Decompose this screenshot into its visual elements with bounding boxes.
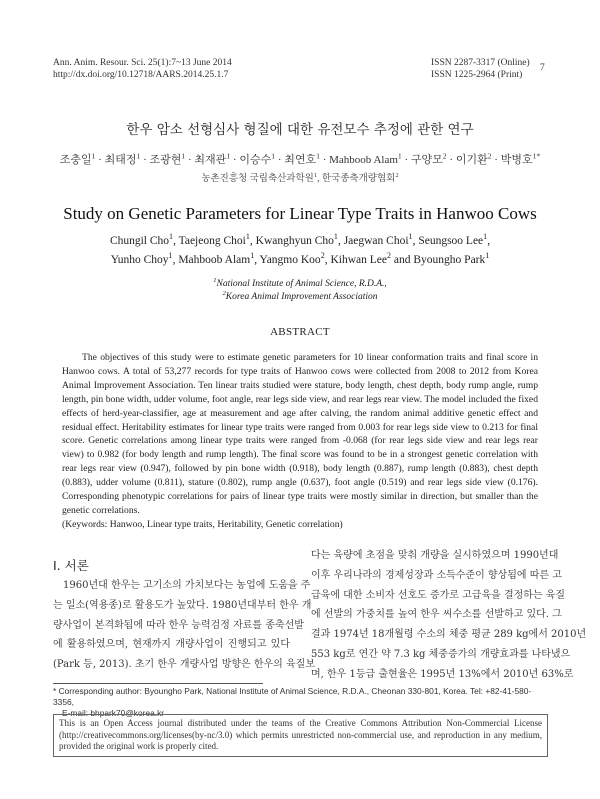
author-separator: ,: [254, 254, 260, 266]
korean-author: 최연호: [284, 154, 317, 166]
author-separator: ,: [324, 254, 331, 266]
right-column: [311, 546, 587, 685]
english-author: Kwanghyun Cho: [255, 235, 334, 247]
english-affiliations: [0, 278, 600, 303]
author-separator: ,: [337, 235, 344, 247]
korean-author: 박병호: [500, 154, 533, 166]
author-separator: ,: [172, 254, 179, 266]
english-author-affiliation-mark: 1: [245, 232, 250, 242]
author-separator: ·: [230, 154, 240, 166]
korean-author-affiliation-mark: 1: [397, 151, 402, 161]
author-separator: ·: [401, 154, 411, 166]
abstract-heading: ABSTRACT: [270, 326, 330, 338]
english-author: Yangmo Koo: [259, 254, 321, 266]
abstract-keywords: (Keywords: Hanwoo, Linear type traits, Heritability, Genetic correlation): [62, 518, 343, 530]
body-line: 에 선발의 가중치를 높여 한우 씨수소를 선발하고 있다. 그: [311, 609, 562, 621]
korean-title: 한우 암소 선형심사 형질에 대한 유전모수 추정에 관한 연구: [126, 122, 474, 138]
korean-author: 구양모: [410, 154, 443, 166]
english-affiliation-1-text: National Institute of Animal Science, R.D.A.,: [216, 279, 387, 289]
author-separator: ·: [275, 154, 285, 166]
author-separator: ,: [487, 235, 491, 247]
korean-author-affiliation-mark: 1: [91, 151, 96, 161]
author-separator: ,: [412, 235, 419, 247]
left-column: [53, 576, 315, 675]
korean-author-affiliation-mark: 1: [271, 151, 276, 161]
korean-author-affiliation-mark: 2: [487, 151, 492, 161]
english-author-affiliation-mark: 1: [333, 232, 338, 242]
english-author: Seungsoo Lee: [418, 235, 484, 247]
korean-author: Mahboob Alam: [329, 154, 398, 166]
corresponding-email[interactable]: E-mail: bhpark70@korea.kr: [62, 708, 165, 718]
korean-author: 이기환: [455, 154, 488, 166]
english-author-affiliation-mark: 1: [169, 232, 174, 242]
korean-author-affiliation-mark: 1: [181, 151, 186, 161]
footnote-rule: [53, 683, 263, 684]
body-line: (Park 등, 2013). 초기 한우 개량사업 방향은 한우의 육질보: [53, 659, 315, 671]
english-author: Byoungho Park: [413, 254, 486, 266]
english-authors-line-2: [0, 251, 600, 270]
author-separator: ·: [185, 154, 195, 166]
korean-author: 최태정: [104, 154, 137, 166]
english-author: Chungil Cho: [109, 235, 170, 247]
running-header-right: [431, 58, 530, 81]
korean-affiliation-1-mark: 1: [313, 171, 318, 179]
korean-affiliation-2-mark: 2: [395, 171, 399, 179]
abstract-body: [62, 351, 538, 532]
running-header-left: [53, 58, 232, 81]
issn-online: ISSN 2287-3317 (Online): [431, 58, 530, 68]
author-separator: and: [391, 254, 414, 266]
korean-author-affiliation-mark: 1: [316, 151, 320, 161]
author-separator: ·: [491, 154, 501, 166]
english-author-affiliation-mark: 1: [483, 232, 488, 242]
abstract-text: The objectives of this study were to estimate genetic parameters for 10 linear conformation traits and final score in Hanwoo cows. A total of 53,277 records for type traits of Hanwoo cows were collected from 2008 to 2012 from Korea Animal Improvement Association. Ten linear traits studied were stature, body length, chest depth, body rump angle, rump length, pin bone width, udder volume, foot angle, rear legs side view, and rear legs rear view. The model included the fixed effects of herd-year-classifier, age at measurement and age after calving, the random animal additive genetic effect and residual effect. Heritability estimates for linear type traits were ranged from 0.003 for rear legs side view to 0.213 for final score. Genetic correlations among linear type traits were ranged from -0.068 (for rear legs side view and rear legs rear view) to 0.982 (for body length and rump length). The final score was found to be in a strongest genetic correlation with rear legs rear view (0.947), followed by pin bone width (0.918), body length (0.887), rump length (0.883), chest depth (0.883), udder volume (0.811), stature (0.802), rump angle (0.637), foot angle (0.519) and rear legs side view (0.176). Corresponding phenotypic correlations for pairs of linear type traits were mostly similar in direction, but smaller than the genetic correlations.: [62, 352, 538, 516]
section-heading: Ⅰ. 서론: [53, 558, 89, 573]
author-separator: ·: [140, 154, 150, 166]
body-line: 이후 우리나라의 경제성장과 소득수준이 향상됨에 따른 고: [311, 569, 562, 581]
korean-affiliations: [0, 170, 600, 184]
body-line: 급육에 대한 소비자 선호도 증가로 고급육을 결정하는 육질: [311, 589, 566, 601]
author-separator: ·: [446, 154, 456, 166]
body-line: 553 kg로 연간 약 7.3 kg 체중증가의 개량효과를 나타냈으: [311, 648, 571, 660]
korean-affiliation-2: 한국종축개량협회: [321, 174, 396, 184]
english-authors-line-1: [0, 232, 600, 251]
journal-citation: Ann. Anim. Resour. Sci. 25(1):7~13 June 2014: [53, 58, 232, 68]
body-line: 에 활용하였으며, 현재까지 개량사업이 진행되고 있다: [53, 639, 290, 651]
english-affiliation-1-mark: 1: [213, 276, 217, 284]
english-author-affiliation-mark: 2: [320, 251, 325, 261]
body-line: 는 일소(역용종)로 활용도가 높았다. 1980년대부터 한우 개: [53, 599, 312, 611]
license-text: This is an Open Access journal distributed under the teams of the Creative Commons Attribution Non-Commercial License (http://creativecommons.org/licenses(by-nc/3.0) which permits unrestricted non-commercial use, and reproduction in any medium, provided the original work is properly cited.: [59, 718, 542, 752]
english-affiliation-1: [0, 278, 600, 291]
body-line: 다는 육량에 초점을 맞춰 개량을 실시하였으며 1990년대: [311, 550, 559, 561]
english-affiliation-2: [0, 291, 600, 304]
korean-authors: [0, 151, 600, 167]
korean-author: 조충일: [59, 154, 92, 166]
english-author-affiliation-mark: 1: [408, 232, 413, 242]
english-author: Mahboob Alam: [178, 254, 251, 266]
corresponding-author: * Corresponding author: Byoungho Park, National Institute of Animal Science, R.D.A., Cheonan 330-801, Korea. Tel: +82-41-580-3356,: [53, 686, 532, 707]
korean-affiliation-1: 농촌진흥청 국립축산과학원: [201, 174, 314, 184]
korean-author-affiliation-mark: 1*: [532, 151, 541, 161]
korean-author: 최재관: [194, 154, 227, 166]
english-title: Study on Genetic Parameters for Linear Type Traits in Hanwoo Cows: [63, 204, 537, 223]
korean-author-affiliation-mark: 1: [136, 151, 141, 161]
english-author-affiliation-mark: 1: [168, 251, 173, 261]
author-separator: ·: [319, 154, 330, 166]
korean-affiliation-separator: ,: [317, 174, 322, 184]
english-affiliation-2-text: Korea Animal Improvement Association: [225, 291, 378, 302]
english-author: Kihwan Lee: [330, 254, 387, 266]
body-line: 1960년대 한우는 고기소의 가치보다는 농업에 도움을 주: [63, 580, 311, 591]
english-author: Jaegwan Choi: [343, 235, 409, 247]
author-separator: ·: [95, 154, 105, 166]
page-number: 7: [540, 63, 545, 73]
english-author-affiliation-mark: 1: [250, 251, 255, 261]
license-box: [53, 714, 548, 757]
korean-author-affiliation-mark: 2: [442, 151, 447, 161]
english-author-affiliation-mark: 2: [387, 251, 392, 261]
korean-author-affiliation-mark: 1: [226, 151, 231, 161]
author-separator: ,: [249, 235, 256, 247]
english-author: Yunho Choy: [110, 254, 169, 266]
english-authors: [0, 232, 600, 270]
issn-print: ISSN 1225-2964 (Print): [431, 69, 523, 80]
doi-link[interactable]: http://dx.doi.org/10.12718/AARS.2014.25.1.7: [53, 69, 229, 80]
korean-author: 이승수: [239, 154, 272, 166]
english-author: Taejeong Choi: [178, 235, 246, 247]
korean-author: 조광현: [149, 154, 182, 166]
english-affiliation-2-mark: 2: [222, 289, 226, 297]
body-line: 량사업이 본격화됨에 따라 한우 능력검정 자료를 종축선발: [53, 619, 304, 631]
author-separator: ,: [173, 235, 179, 247]
body-line: 며, 한우 1등급 출현율은 1995년 13%에서 2010년 63%로: [311, 668, 574, 680]
body-line: 결과 1974년 18개월령 수소의 체중 평균 289 kg에서 2010년: [311, 629, 587, 641]
english-author-affiliation-mark: 1: [485, 251, 490, 261]
